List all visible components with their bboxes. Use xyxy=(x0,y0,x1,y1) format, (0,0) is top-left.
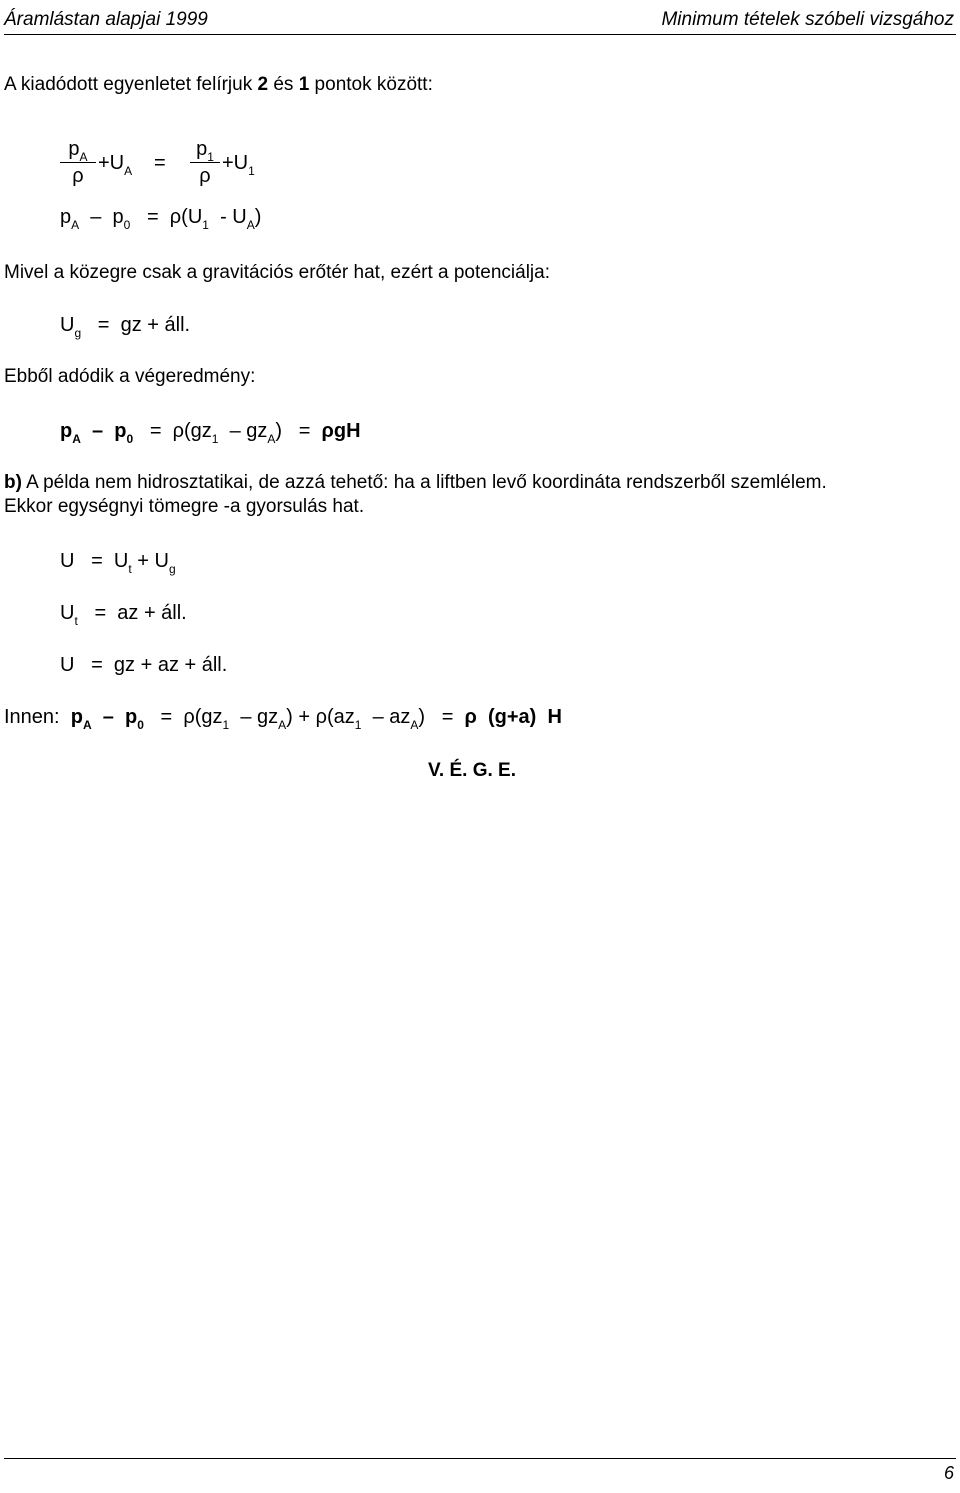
header-right: Minimum tételek szóbeli vizsgához xyxy=(661,9,954,30)
term-plus-UA: $+U_A$ xyxy=(98,152,133,178)
term-plus-U1: $+U_1$ xyxy=(222,152,255,178)
intro-text-2: és xyxy=(268,74,299,95)
combined-potential-equation: U = gz + az + áll. xyxy=(60,654,228,676)
mivel-paragraph: Mivel a közegre csak a gravitációs erőtér hat, ezért a potenciálja: xyxy=(4,262,550,283)
intro-line xyxy=(4,74,433,96)
ebbol-paragraph: Ebből adódik a végeredmény: xyxy=(4,366,256,387)
result-equation: $p_A - p_0 = \rho(gz_1 - gz_A) = \rho gH$ xyxy=(60,420,361,446)
b-paragraph-line1 xyxy=(4,472,827,494)
equals-sign: = xyxy=(154,152,166,174)
fraction-p1-rho: $\frac{p_1}{\rho}$ xyxy=(190,138,220,188)
header-rule xyxy=(4,34,956,35)
fraction-pA-rho: $\frac{p_A}{\rho}$ xyxy=(60,138,96,188)
final-equation: Innen: $p_A - p_0 = \rho(gz_1 - gz_A) + \rho(az_1 - az_A) = \rho$ (g+a) H xyxy=(4,706,562,732)
b-text: A példa nem hidrosztatikai, de azzá tehető: ha a liftben levő koordináta rendszerből szemlélem. xyxy=(21,472,827,493)
footer-rule xyxy=(4,1458,956,1459)
gravity-potential-equation: $U_g$ = gz + áll. xyxy=(60,314,191,340)
page-number: 6 xyxy=(943,1463,954,1483)
pressure-difference-equation: $p_A - p_0 = \rho(U_1 - U_A)$ xyxy=(60,206,262,232)
intro-point-2: 2 xyxy=(257,74,269,95)
innen-label: Innen: xyxy=(4,706,60,728)
header-left: Áramlástan alapjai 1999 xyxy=(4,9,208,30)
b-paragraph-line2: Ekkor egységnyi tömegre -a gyorsulás hat. xyxy=(4,496,365,517)
intro-text-1: A kiadódott egyenletet felírjuk xyxy=(4,74,258,95)
intro-point-1: 1 xyxy=(298,74,310,95)
inertial-potential-equation: $U_t$ = az + áll. xyxy=(60,602,187,628)
total-potential-equation: $U = U_t + U_g$ xyxy=(60,550,176,576)
b-label: b) xyxy=(4,472,22,493)
intro-text-3: pontok között: xyxy=(309,74,433,95)
end-mark: V. É. G. E. xyxy=(428,760,517,781)
